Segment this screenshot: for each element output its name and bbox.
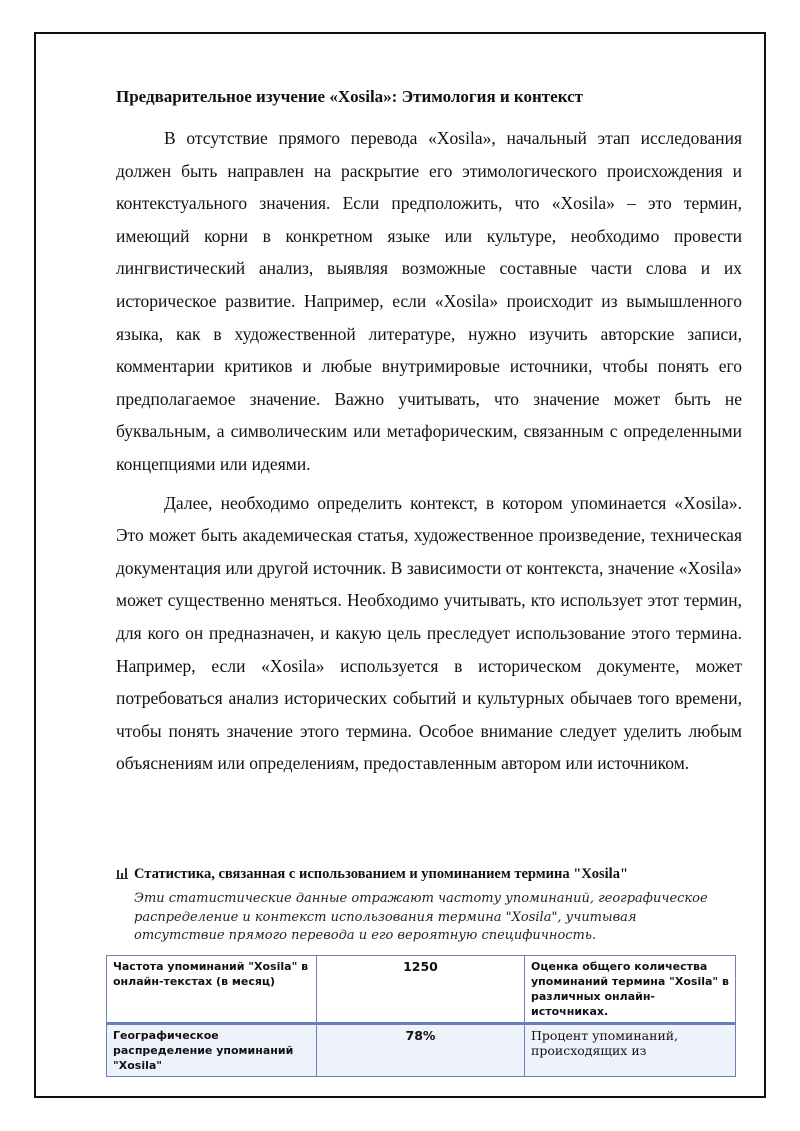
- table-cell-note: Оценка общего количества упоминаний термина "Xosila" в различных онлайн-источниках.: [525, 956, 736, 1024]
- document-body: [116, 84, 742, 786]
- stats-section: [116, 864, 744, 946]
- paragraph-context: Далее, необходимо определить контекст, в котором упоминается «Xosila». Это может быть академическая статья, художественное произведение, техническая документация или другой источник. В зависимости от контекста, значение «Xosila» может существенно меняться. Необходимо учитывать, кто использует этот термин, для кого он предназначен, и какую цель преследует использование этого термина. Например, если «Xosila» используется в историческом документе, может потребоваться анализ исторических событий и культурных обычаев того времени, чтобы понять значение этого термина. Особое внимание следует уделить любым объяснениям или определениям, предоставленным автором или источником.: [116, 492, 742, 774]
- table-cell-metric: Географическое распределение упоминаний "Xosila": [107, 1024, 317, 1077]
- table-cell-note: Процент упоминаний, происходящих из: [525, 1024, 736, 1077]
- stats-table: [106, 955, 736, 1077]
- stats-heading: [116, 864, 744, 884]
- document-title: Предварительное изучение «Xosila»: Этимология и контекст: [116, 87, 583, 106]
- table-row: [107, 956, 736, 1024]
- table-cell-value: 1250: [317, 956, 525, 1024]
- paragraph-etymology: В отсутствие прямого перевода «Xosila», начальный этап исследования должен быть направлен на раскрытие его этимологического происхождения и контекстуального значения. Если предположить, что «Xosila» – это термин, имеющий корни в конкретном языке или культуре, необходимо провести лингвистический анализ, выявляя возможные составные части слова и их историческое развитие. Например, если «Xosila» происходит из вымышленного языка, как в художественной литературе, нужно изучить авторские записи, комментарии критиков и любые внутримировые источники, чтобы понять его предполагаемое значение. Важно учитывать, что значение может быть не буквальным, а символическим или метафорическим, связанным с определенными концепциями или идеями.: [116, 128, 742, 474]
- stats-title: Статистика, связанная с использованием и упоминанием термина "Xosila": [134, 866, 629, 882]
- table-cell-value: 78%: [317, 1024, 525, 1077]
- bar-chart-icon: [116, 868, 128, 879]
- table-row: [107, 1024, 736, 1077]
- table-cell-metric: Частота упоминаний "Xosila" в онлайн-текстах (в месяц): [107, 956, 317, 1024]
- stats-description: Эти статистические данные отражают частоту упоминаний, географическое распределение и контекст использования термина "Xosila", учитывая отсутствие прямого перевода и его вероятную специфичность.: [134, 891, 708, 943]
